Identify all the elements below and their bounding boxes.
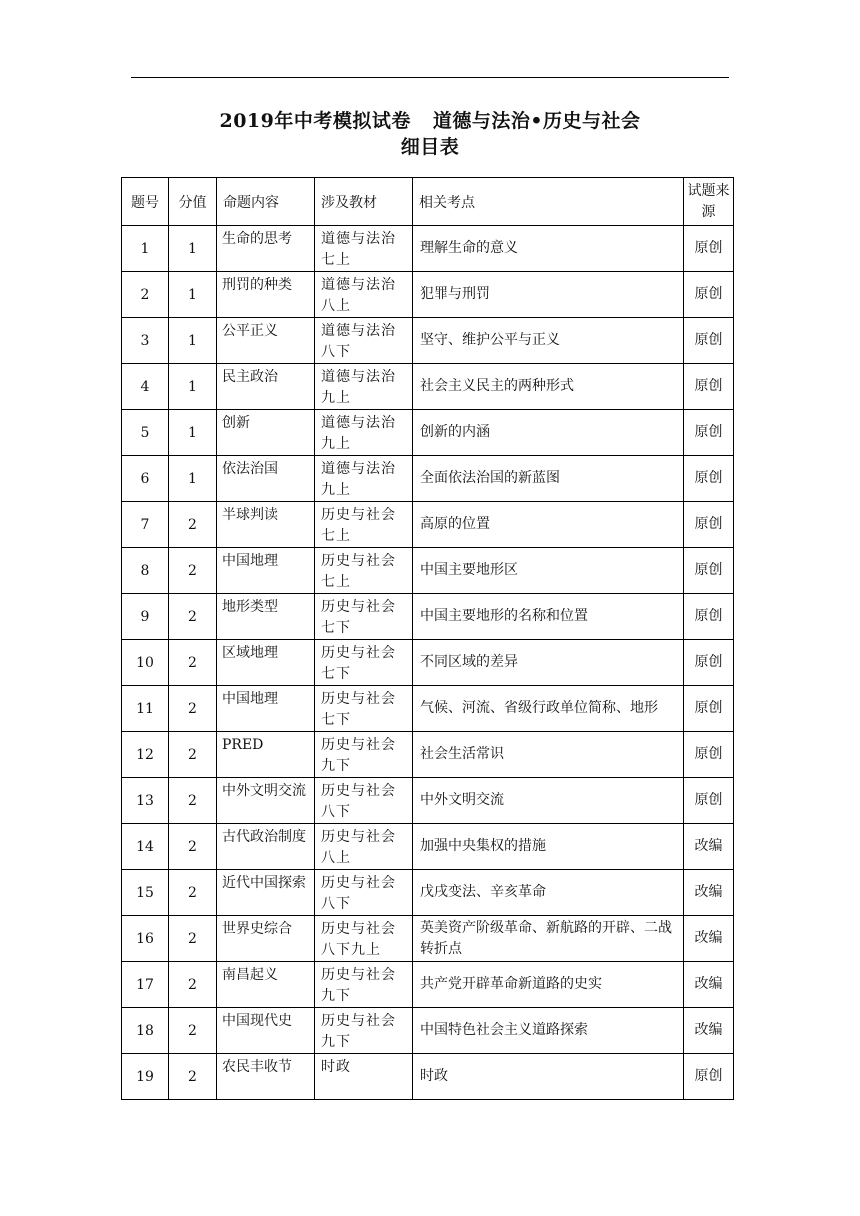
cell-topic: 刑罚的种类 [217, 272, 315, 318]
cell-score: 1 [169, 318, 217, 364]
cell-topic: 中国地理 [217, 686, 315, 732]
cell-textbook: 道德与法治九上 [315, 456, 413, 502]
cell-topic: 中国现代史 [217, 1008, 315, 1054]
cell-topic: 地形类型 [217, 594, 315, 640]
cell-textbook: 历史与社会八下 [315, 870, 413, 916]
cell-topic: 区域地理 [217, 640, 315, 686]
cell-source: 原创 [684, 594, 734, 640]
cell-topic: 公平正义 [217, 318, 315, 364]
table-row [122, 548, 734, 594]
cell-score: 2 [169, 916, 217, 962]
cell-textbook: 历史与社会七上 [315, 548, 413, 594]
cell-points: 戊戌变法、辛亥革命 [413, 870, 684, 916]
table-body [122, 226, 734, 1100]
cell-score: 1 [169, 226, 217, 272]
cell-points: 社会生活常识 [413, 732, 684, 778]
cell-points: 气候、河流、省级行政单位简称、地形 [413, 686, 684, 732]
cell-score: 2 [169, 502, 217, 548]
cell-source: 改编 [684, 824, 734, 870]
table-header-row [122, 178, 734, 226]
cell-score: 1 [169, 456, 217, 502]
cell-points: 不同区域的差异 [413, 640, 684, 686]
cell-textbook: 时政 [315, 1054, 413, 1100]
table-row [122, 226, 734, 272]
cell-score: 2 [169, 824, 217, 870]
title-subject: 道德与法治•历史与社会 [432, 110, 641, 132]
cell-topic: 近代中国探索 [217, 870, 315, 916]
header-topic: 命题内容 [217, 178, 315, 226]
cell-num: 12 [122, 732, 169, 778]
detail-table [121, 177, 734, 1100]
table-row [122, 410, 734, 456]
cell-score: 2 [169, 732, 217, 778]
cell-topic: 创新 [217, 410, 315, 456]
cell-score: 2 [169, 548, 217, 594]
table-row [122, 1054, 734, 1100]
cell-points: 理解生命的意义 [413, 226, 684, 272]
header-score: 分值 [169, 178, 217, 226]
cell-num: 18 [122, 1008, 169, 1054]
cell-score: 2 [169, 1054, 217, 1100]
cell-num: 16 [122, 916, 169, 962]
cell-textbook: 历史与社会七下 [315, 640, 413, 686]
cell-score: 2 [169, 962, 217, 1008]
header-textbook: 涉及教材 [315, 178, 413, 226]
top-rule [131, 77, 729, 78]
cell-points: 创新的内涵 [413, 410, 684, 456]
cell-score: 1 [169, 410, 217, 456]
cell-points: 时政 [413, 1054, 684, 1100]
cell-source: 原创 [684, 1054, 734, 1100]
cell-points: 中外文明交流 [413, 778, 684, 824]
cell-source: 原创 [684, 410, 734, 456]
cell-num: 1 [122, 226, 169, 272]
cell-points: 中国主要地形区 [413, 548, 684, 594]
cell-textbook: 历史与社会七下 [315, 686, 413, 732]
cell-points: 中国特色社会主义道路探索 [413, 1008, 684, 1054]
cell-source: 原创 [684, 778, 734, 824]
cell-textbook: 道德与法治九上 [315, 364, 413, 410]
cell-num: 10 [122, 640, 169, 686]
cell-points: 坚守、维护公平与正义 [413, 318, 684, 364]
cell-source: 原创 [684, 732, 734, 778]
cell-textbook: 道德与法治九上 [315, 410, 413, 456]
cell-textbook: 历史与社会九下 [315, 1008, 413, 1054]
cell-num: 5 [122, 410, 169, 456]
table-row [122, 318, 734, 364]
cell-topic: PRED [217, 732, 315, 778]
cell-num: 15 [122, 870, 169, 916]
cell-num: 6 [122, 456, 169, 502]
cell-textbook: 历史与社会七上 [315, 502, 413, 548]
document-subtitle: 细目表 [400, 136, 460, 158]
cell-source: 原创 [684, 226, 734, 272]
cell-source: 原创 [684, 456, 734, 502]
cell-topic: 半球判读 [217, 502, 315, 548]
cell-source: 改编 [684, 916, 734, 962]
cell-points: 加强中央集权的措施 [413, 824, 684, 870]
table-row [122, 870, 734, 916]
cell-num: 17 [122, 962, 169, 1008]
cell-score: 2 [169, 686, 217, 732]
cell-points: 高原的位置 [413, 502, 684, 548]
table-row [122, 824, 734, 870]
cell-num: 9 [122, 594, 169, 640]
cell-source: 改编 [684, 962, 734, 1008]
table-row [122, 272, 734, 318]
cell-points: 英美资产阶级革命、新航路的开辟、二战转折点 [413, 916, 684, 962]
cell-topic: 依法治国 [217, 456, 315, 502]
cell-textbook: 历史与社会八下 [315, 778, 413, 824]
cell-source: 改编 [684, 1008, 734, 1054]
cell-score: 1 [169, 272, 217, 318]
cell-source: 原创 [684, 548, 734, 594]
cell-score: 2 [169, 594, 217, 640]
cell-textbook: 道德与法治八上 [315, 272, 413, 318]
table-row [122, 1008, 734, 1054]
cell-textbook: 历史与社会九下 [315, 732, 413, 778]
cell-textbook: 历史与社会八上 [315, 824, 413, 870]
cell-score: 2 [169, 778, 217, 824]
cell-textbook: 道德与法治八下 [315, 318, 413, 364]
table-row [122, 686, 734, 732]
table-row [122, 778, 734, 824]
cell-textbook: 历史与社会八下九上 [315, 916, 413, 962]
header-points: 相关考点 [413, 178, 684, 226]
cell-source: 原创 [684, 364, 734, 410]
table-row [122, 364, 734, 410]
cell-topic: 民主政治 [217, 364, 315, 410]
header-num: 题号 [122, 178, 169, 226]
cell-num: 13 [122, 778, 169, 824]
table-row [122, 640, 734, 686]
cell-source: 原创 [684, 640, 734, 686]
cell-topic: 古代政治制度 [217, 824, 315, 870]
cell-num: 8 [122, 548, 169, 594]
cell-textbook: 道德与法治七上 [315, 226, 413, 272]
cell-source: 改编 [684, 870, 734, 916]
cell-num: 19 [122, 1054, 169, 1100]
cell-topic: 中外文明交流 [217, 778, 315, 824]
cell-points: 社会主义民主的两种形式 [413, 364, 684, 410]
table-row [122, 732, 734, 778]
cell-score: 2 [169, 870, 217, 916]
cell-score: 2 [169, 1008, 217, 1054]
table-row [122, 502, 734, 548]
cell-topic: 南昌起义 [217, 962, 315, 1008]
cell-points: 犯罪与刑罚 [413, 272, 684, 318]
table-row [122, 456, 734, 502]
table-row [122, 916, 734, 962]
cell-textbook: 历史与社会七下 [315, 594, 413, 640]
table-row [122, 594, 734, 640]
document-title [0, 106, 860, 133]
title-exam: 2019年中考模拟试卷 [219, 110, 411, 132]
cell-num: 4 [122, 364, 169, 410]
cell-source: 原创 [684, 272, 734, 318]
cell-topic: 中国地理 [217, 548, 315, 594]
cell-source: 原创 [684, 686, 734, 732]
cell-topic: 世界史综合 [217, 916, 315, 962]
cell-score: 2 [169, 640, 217, 686]
cell-score: 1 [169, 364, 217, 410]
cell-textbook: 历史与社会九下 [315, 962, 413, 1008]
cell-points: 共产党开辟革命新道路的史实 [413, 962, 684, 1008]
cell-source: 原创 [684, 318, 734, 364]
cell-points: 中国主要地形的名称和位置 [413, 594, 684, 640]
cell-num: 11 [122, 686, 169, 732]
cell-topic: 农民丰收节 [217, 1054, 315, 1100]
header-source: 试题来源 [684, 178, 734, 226]
cell-topic: 生命的思考 [217, 226, 315, 272]
cell-num: 3 [122, 318, 169, 364]
cell-points: 全面依法治国的新蓝图 [413, 456, 684, 502]
cell-num: 14 [122, 824, 169, 870]
table-row [122, 962, 734, 1008]
cell-source: 原创 [684, 502, 734, 548]
cell-num: 7 [122, 502, 169, 548]
cell-num: 2 [122, 272, 169, 318]
